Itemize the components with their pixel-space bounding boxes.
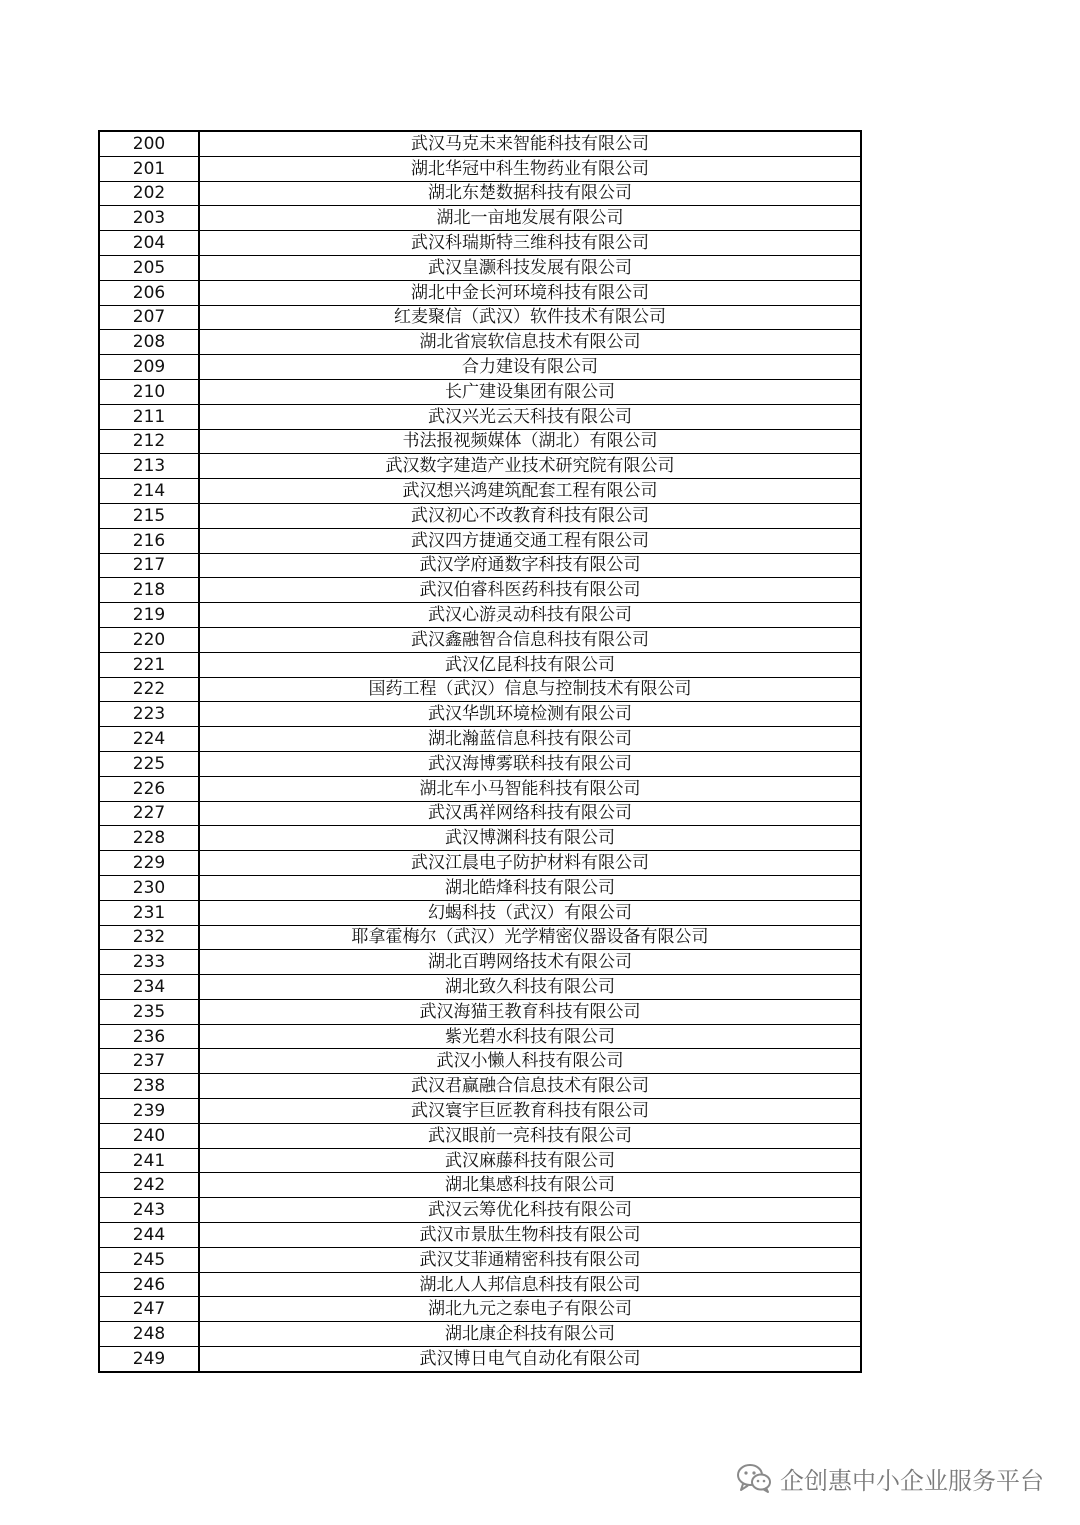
table-row: [99, 975, 861, 1000]
table-row: [99, 528, 861, 553]
table-row: [99, 330, 861, 355]
row-number: 240: [99, 1123, 199, 1148]
row-number: 235: [99, 999, 199, 1024]
table-row: [99, 1173, 861, 1198]
row-number: 212: [99, 429, 199, 454]
table-row: [99, 578, 861, 603]
company-name: 湖北东楚数据科技有限公司: [199, 181, 861, 206]
company-name: 湖北九元之泰电子有限公司: [199, 1297, 861, 1322]
company-name: 湖北一亩地发展有限公司: [199, 206, 861, 231]
row-number: 232: [99, 925, 199, 950]
row-number: 220: [99, 627, 199, 652]
company-name: 武汉寰宇巨匠教育科技有限公司: [199, 1099, 861, 1124]
row-number: 219: [99, 603, 199, 628]
table-row: [99, 1223, 861, 1248]
row-number: 216: [99, 528, 199, 553]
company-name: 武汉华凯环境检测有限公司: [199, 702, 861, 727]
row-number: 237: [99, 1049, 199, 1074]
company-name: 湖北百聘网络技术有限公司: [199, 950, 861, 975]
table-row: [99, 131, 861, 156]
company-name: 红麦聚信（武汉）软件技术有限公司: [199, 305, 861, 330]
table-row: [99, 1074, 861, 1099]
row-number: 208: [99, 330, 199, 355]
company-list-body: [99, 131, 861, 1372]
table-row: [99, 875, 861, 900]
table-row: [99, 379, 861, 404]
row-number: 210: [99, 379, 199, 404]
table-row: [99, 1024, 861, 1049]
company-name: 武汉云筹优化科技有限公司: [199, 1198, 861, 1223]
table-row: [99, 280, 861, 305]
row-number: 229: [99, 851, 199, 876]
company-name: 武汉艾菲通精密科技有限公司: [199, 1247, 861, 1272]
row-number: 234: [99, 975, 199, 1000]
table-row: [99, 801, 861, 826]
company-name: 武汉海猫王教育科技有限公司: [199, 999, 861, 1024]
table-row: [99, 826, 861, 851]
table-row: [99, 925, 861, 950]
row-number: 202: [99, 181, 199, 206]
row-number: 221: [99, 652, 199, 677]
table-row: [99, 751, 861, 776]
table-row: [99, 1322, 861, 1347]
watermark-text: 企创惠中小企业服务平台: [780, 1466, 1044, 1495]
company-name: 武汉鑫融智合信息科技有限公司: [199, 627, 861, 652]
table-row: [99, 652, 861, 677]
company-name: 湖北中金长河环境科技有限公司: [199, 280, 861, 305]
row-number: 228: [99, 826, 199, 851]
company-name: 武汉市景肽生物科技有限公司: [199, 1223, 861, 1248]
table-row: [99, 429, 861, 454]
company-name: 湖北人人邦信息科技有限公司: [199, 1272, 861, 1297]
company-name: 武汉小懒人科技有限公司: [199, 1049, 861, 1074]
table-row: [99, 156, 861, 181]
row-number: 225: [99, 751, 199, 776]
row-number: 233: [99, 950, 199, 975]
row-number: 213: [99, 454, 199, 479]
row-number: 205: [99, 255, 199, 280]
table-row: [99, 702, 861, 727]
row-number: 204: [99, 231, 199, 256]
table-row: [99, 1123, 861, 1148]
company-name: 湖北省宸软信息技术有限公司: [199, 330, 861, 355]
row-number: 245: [99, 1247, 199, 1272]
row-number: 239: [99, 1099, 199, 1124]
row-number: 218: [99, 578, 199, 603]
company-name: 武汉四方捷通交通工程有限公司: [199, 528, 861, 553]
row-number: 226: [99, 776, 199, 801]
table-row: [99, 627, 861, 652]
company-name: 湖北致久科技有限公司: [199, 975, 861, 1000]
company-name: 武汉皇灏科技发展有限公司: [199, 255, 861, 280]
company-name: 国药工程（武汉）信息与控制技术有限公司: [199, 677, 861, 702]
row-number: 206: [99, 280, 199, 305]
table-row: [99, 1272, 861, 1297]
company-name: 武汉麻藤科技有限公司: [199, 1148, 861, 1173]
row-number: 236: [99, 1024, 199, 1049]
row-number: 242: [99, 1173, 199, 1198]
row-number: 238: [99, 1074, 199, 1099]
table-row: [99, 727, 861, 752]
row-number: 248: [99, 1322, 199, 1347]
company-name: 武汉兴光云天科技有限公司: [199, 404, 861, 429]
row-number: 231: [99, 900, 199, 925]
company-name: 幻蝎科技（武汉）有限公司: [199, 900, 861, 925]
table-row: [99, 305, 861, 330]
company-name: 长广建设集团有限公司: [199, 379, 861, 404]
company-name: 武汉君赢融合信息技术有限公司: [199, 1074, 861, 1099]
row-number: 209: [99, 355, 199, 380]
row-number: 249: [99, 1347, 199, 1372]
row-number: 203: [99, 206, 199, 231]
company-name: 湖北华冠中科生物药业有限公司: [199, 156, 861, 181]
row-number: 207: [99, 305, 199, 330]
table-row: [99, 553, 861, 578]
row-number: 247: [99, 1297, 199, 1322]
company-name: 武汉江晨电子防护材料有限公司: [199, 851, 861, 876]
row-number: 241: [99, 1148, 199, 1173]
row-number: 230: [99, 875, 199, 900]
row-number: 211: [99, 404, 199, 429]
row-number: 244: [99, 1223, 199, 1248]
company-name: 湖北皓烽科技有限公司: [199, 875, 861, 900]
table-row: [99, 479, 861, 504]
table-row: [99, 900, 861, 925]
wechat-icon: [736, 1462, 772, 1494]
row-number: 227: [99, 801, 199, 826]
company-name: 武汉禹祥网络科技有限公司: [199, 801, 861, 826]
table-row: [99, 1297, 861, 1322]
table-row: [99, 1049, 861, 1074]
company-name: 武汉马克未来智能科技有限公司: [199, 131, 861, 156]
watermark: [736, 1458, 1044, 1498]
table-row: [99, 181, 861, 206]
company-name: 湖北集感科技有限公司: [199, 1173, 861, 1198]
table-row: [99, 503, 861, 528]
table-row: [99, 355, 861, 380]
table-row: [99, 1347, 861, 1372]
company-name: 武汉亿昆科技有限公司: [199, 652, 861, 677]
row-number: 217: [99, 553, 199, 578]
row-number: 215: [99, 503, 199, 528]
company-name: 湖北康企科技有限公司: [199, 1322, 861, 1347]
company-list-table: [98, 130, 862, 1373]
company-name: 武汉学府通数字科技有限公司: [199, 553, 861, 578]
table-row: [99, 999, 861, 1024]
company-name: 武汉博渊科技有限公司: [199, 826, 861, 851]
row-number: 246: [99, 1272, 199, 1297]
table-row: [99, 1198, 861, 1223]
row-number: 223: [99, 702, 199, 727]
company-name: 武汉初心不改教育科技有限公司: [199, 503, 861, 528]
table-row: [99, 231, 861, 256]
company-name: 合力建设有限公司: [199, 355, 861, 380]
company-name: 武汉数字建造产业技术研究院有限公司: [199, 454, 861, 479]
company-name: 紫光碧水科技有限公司: [199, 1024, 861, 1049]
row-number: 214: [99, 479, 199, 504]
company-name: 武汉伯睿科医药科技有限公司: [199, 578, 861, 603]
company-name: 湖北瀚蓝信息科技有限公司: [199, 727, 861, 752]
company-name: 武汉博日电气自动化有限公司: [199, 1347, 861, 1372]
table-row: [99, 1099, 861, 1124]
row-number: 222: [99, 677, 199, 702]
company-name: 湖北车小马智能科技有限公司: [199, 776, 861, 801]
table-row: [99, 1247, 861, 1272]
table-row: [99, 950, 861, 975]
company-name: 书法报视频媒体（湖北）有限公司: [199, 429, 861, 454]
company-name: 武汉科瑞斯特三维科技有限公司: [199, 231, 861, 256]
table-row: [99, 851, 861, 876]
company-name: 武汉想兴鸿建筑配套工程有限公司: [199, 479, 861, 504]
company-name: 耶拿霍梅尔（武汉）光学精密仪器设备有限公司: [199, 925, 861, 950]
table-row: [99, 255, 861, 280]
table-row: [99, 206, 861, 231]
table-row: [99, 677, 861, 702]
table-row: [99, 603, 861, 628]
company-name: 武汉眼前一亮科技有限公司: [199, 1123, 861, 1148]
table-row: [99, 776, 861, 801]
table-row: [99, 404, 861, 429]
table-row: [99, 1148, 861, 1173]
row-number: 201: [99, 156, 199, 181]
row-number: 224: [99, 727, 199, 752]
table-row: [99, 454, 861, 479]
company-name: 武汉海博雾联科技有限公司: [199, 751, 861, 776]
company-name: 武汉心游灵动科技有限公司: [199, 603, 861, 628]
row-number: 200: [99, 131, 199, 156]
row-number: 243: [99, 1198, 199, 1223]
